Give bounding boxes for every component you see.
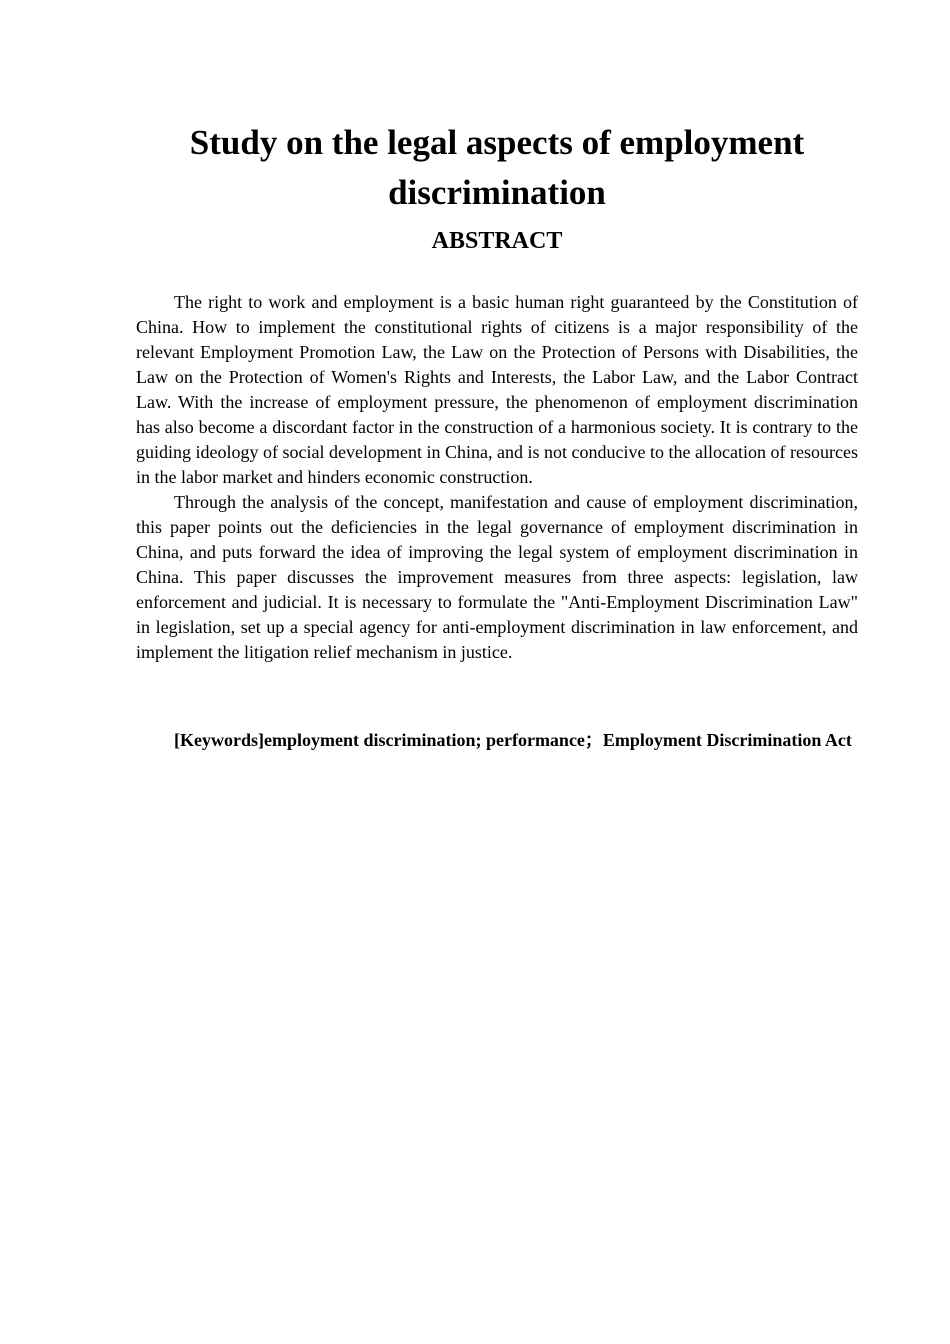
- page-title: Study on the legal aspects of employment discrimination: [189, 123, 805, 212]
- abstract-body: [136, 290, 858, 665]
- abstract-paragraph: Through the analysis of the concept, manifestation and cause of employment discrimination, this paper points out the deficiencies in the legal governance of employment discrimination in China, and puts forward the idea of improving the legal system of employment discrimination in China. This paper discusses the improvement measures from three aspects: legislation, law enforcement and judicial. It is necessary to formulate the "Anti-Employment Discrimination Law" in legislation, set up a special agency for anti-employment discrimination in law enforcement, and implement the litigation relief mechanism in justice.: [136, 492, 858, 662]
- abstract-heading: ABSTRACT: [431, 228, 563, 254]
- abstract-paragraph: The right to work and employment is a basic human right guaranteed by the Constitution of China. How to implement the constitutional rights of citizens is a major responsibility of the relevant Employment Promotion Law, the Law on the Protection of Persons with Disabilities, the Law on the Protection of Women's Rights and Interests, the Labor Law, and the Labor Contract Law. With the increase of employment pressure, the phenomenon of employment discrimination has also become a discordant factor in the construction of a harmonious society. It is contrary to the guiding ideology of social development in China, and is not conducive to the allocation of resources in the labor market and hinders economic construction.: [136, 292, 858, 487]
- keywords-line: [Keywords]employment discrimination; performance；Employment Discrimination Act: [174, 730, 852, 750]
